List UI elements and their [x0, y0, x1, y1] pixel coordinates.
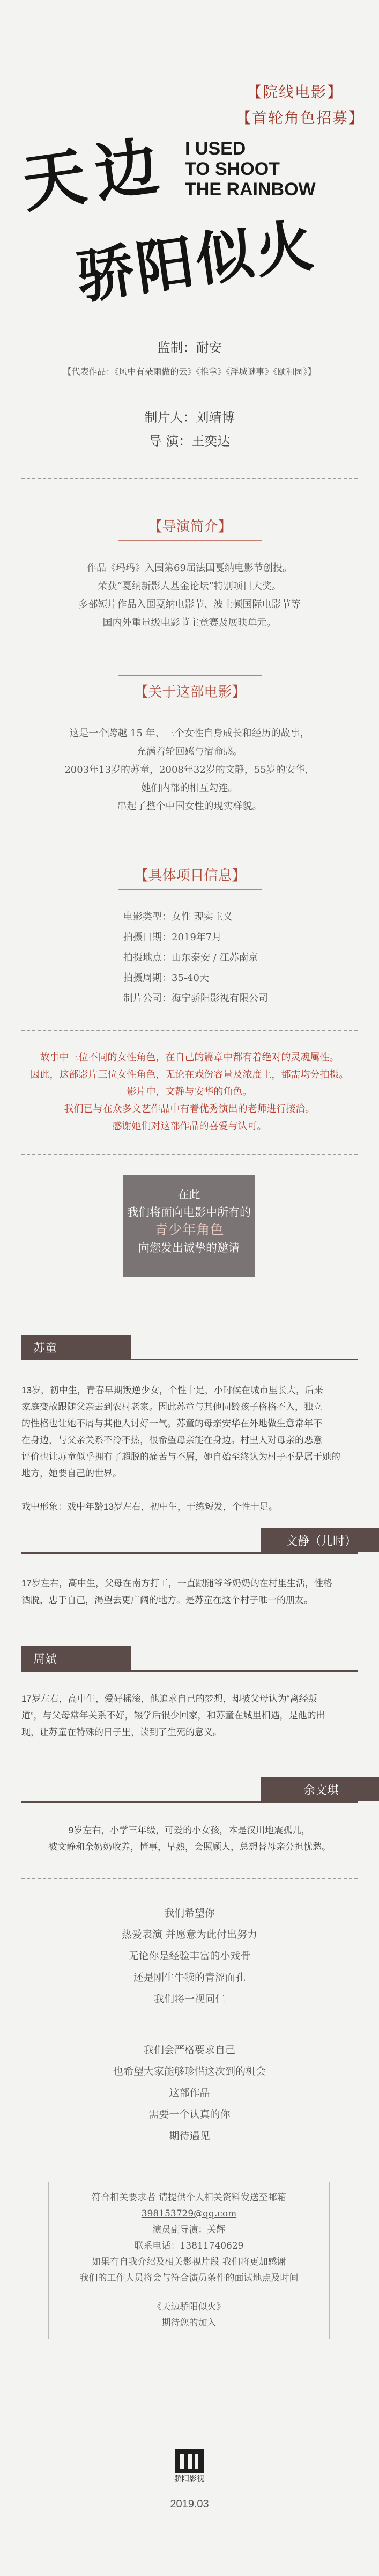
- info-label: 拍摄日期：: [123, 932, 172, 943]
- info-label: 制片公司：: [123, 993, 172, 1004]
- role-underline: [21, 1670, 358, 1672]
- text-line: 评价也让苏童似乎拥有了超脱的痛苦与不屑，她自始至终认为村子不是属于她的: [21, 1452, 340, 1462]
- text-line: 戏中形象：戏中年龄13岁左右，初中生，干练短发，个性十足。: [21, 1502, 278, 1512]
- supervisor: 监制：耐安: [157, 340, 222, 355]
- text-line: 串起了整个中国女性的现实样貌。: [117, 801, 262, 812]
- english-title-line: THE RAINBOW: [185, 179, 316, 200]
- role-underline: [21, 1552, 358, 1554]
- text-line: 这部作品: [169, 2087, 210, 2099]
- role-title-sutong: 苏童: [21, 1335, 131, 1359]
- section-title-about: 【关于这部电影】: [118, 675, 262, 706]
- role-bio-sutong: [21, 1382, 359, 1515]
- text-line: 因此，这部影片三位女性角色，无论在戏份容量及浓度上，都需均分拍摄。: [30, 1069, 349, 1080]
- divider: [21, 478, 358, 479]
- company-logo: [172, 2447, 207, 2483]
- text-line: 这是一个跨越 15 年、三个女性自身成长和经历的故事，: [69, 728, 310, 739]
- role-underline: [21, 1801, 358, 1803]
- divider: [21, 1030, 358, 1031]
- text-line: 她们内部的相互勾连。: [141, 782, 238, 794]
- text-line: 在身边，与父亲关系不冷不热，很希望母亲能在身边。村里人对母亲的恶意: [21, 1435, 322, 1445]
- text-line: 17岁左右，高中生，父母在南方打工，一直跟随爷爷奶奶的在村里生活，性格: [21, 1578, 332, 1589]
- text-line: 需要一个认真的你: [148, 2109, 231, 2120]
- info-row: [123, 989, 268, 1009]
- text-line: 9岁左右，小学三年级，可爱的小女孩，本是汉川地震孤儿，: [68, 1825, 311, 1835]
- role-underline: [21, 1359, 358, 1360]
- logo-text: 骄阳影视: [174, 2475, 204, 2483]
- text-line: 的性格也让她不屑与其他人讨好一气。苏童的母亲安华在外地做生意常年不: [21, 1418, 322, 1429]
- band-text: 我们将面向电影中所有的: [127, 1206, 251, 1219]
- producer: 制片人：刘靖博: [144, 410, 235, 425]
- info-label: 拍摄周期：: [123, 972, 172, 984]
- footer-date: 2019.03: [170, 2498, 209, 2510]
- text-line: 2003年13岁的苏童，2008年32岁的文静，55岁的安华，: [64, 764, 315, 775]
- text-line: 演员副导演：关辉: [152, 2224, 226, 2235]
- invitation-poem-2: [0, 2039, 379, 2147]
- info-row: [123, 927, 268, 948]
- text-line: 故事中三位不同的女性角色，在自己的篇章中都有着绝对的灵魂属性。: [40, 1052, 339, 1063]
- text-line: 还是刚生牛犊的青涩面孔: [133, 1972, 246, 1984]
- english-title: [185, 138, 316, 200]
- band-text: 向您发出诚挚的邀请: [138, 1241, 240, 1254]
- text-line: 13岁，初中生，青春早期叛逆少女，个性十足，小时候在城市里长大，后来: [21, 1385, 323, 1395]
- role-title-yuwenqi: 余文琪: [261, 1777, 379, 1801]
- contact-phone[interactable]: 联系电话：13811740629: [134, 2241, 244, 2251]
- info-value: 山东泰安 / 江苏南京: [172, 952, 258, 963]
- text-line: 感谢她们对这部作品的喜爱与认可。: [112, 1121, 267, 1132]
- text-line: 我们已与在众多文艺作品中有着优秀演出的老师进行接洽。: [64, 1103, 315, 1115]
- role-bio-zhoubin: [21, 1690, 359, 1740]
- text-line: 国内外重量级电影节主竞赛及展映单元。: [102, 617, 277, 628]
- text-line: 影片中，文静与安华的角色。: [127, 1086, 252, 1097]
- text-line: 荣获“戛纳新影人基金论坛”特别项目大奖。: [98, 581, 281, 592]
- text-line: 符合相关要求者 请提供个人相关资料发送至邮箱: [92, 2192, 286, 2203]
- info-row: [123, 948, 268, 968]
- english-title-line: I USED: [185, 138, 246, 159]
- band-highlight: 青少年角色: [154, 1222, 224, 1238]
- text-line: 17岁左右，高中生，爱好摇滚，他追求自己的梦想，却被父母认为“离经叛: [21, 1694, 317, 1704]
- contact-box: [48, 2182, 330, 2339]
- text-line: 我们的工作人员将会与符合演员条件的面试地点及时间: [79, 2273, 299, 2284]
- band-text: 在此: [177, 1188, 200, 1201]
- text-line: 期待您的加入: [161, 2318, 217, 2329]
- info-value: 女性 现实主义: [172, 911, 233, 923]
- about-text: [0, 724, 379, 816]
- info-row: [123, 907, 268, 927]
- text-line: 家庭变故跟随父亲去到农村老家。因此苏童与其他同龄孩子格格不入，独立: [21, 1402, 322, 1412]
- director-intro-text: [0, 559, 379, 632]
- calligraphy-title-line2: 骄阳似火: [72, 211, 319, 312]
- invitation-poem-1: [0, 1902, 379, 2010]
- representative-works: 【代表作品：《风中有朵雨做的云》《推拿》《浮城谜事》《颐和园》】: [63, 367, 316, 377]
- section-title-info: 【具体项目信息】: [118, 859, 262, 890]
- text-line: 作品《玛玛》入围第69届法国戛纳电影节创投。: [87, 562, 292, 574]
- calligraphy-title-line1: 天边: [17, 127, 173, 222]
- spacer: [54, 2286, 324, 2299]
- english-title-line: TO SHOOT: [185, 159, 280, 179]
- info-value: 35-40天: [172, 972, 209, 984]
- info-value: 2019年7月: [172, 932, 222, 943]
- text-line: 我们会严格要求自己: [143, 2044, 235, 2056]
- text-line: 道”，与父母常年关系不好，辍学后很少回家，和苏童在城里相遇，是他的出: [21, 1710, 325, 1721]
- text-line: 充满着轮回感与宿命感。: [136, 746, 243, 757]
- divider: [21, 1878, 358, 1879]
- divider: [21, 1154, 358, 1155]
- text-line: 我们希望你: [164, 1907, 215, 1919]
- text-line: 期待遇见: [169, 2130, 210, 2142]
- info-label: 拍摄地点：: [123, 952, 172, 963]
- tag-casting: 【首轮角色招募】: [236, 109, 365, 127]
- text-line: 也希望大家能够珍惜这次到的机会: [113, 2066, 266, 2077]
- text-line: 地方，她要自己的世界。: [21, 1468, 122, 1479]
- text-line: 被文静和余奶奶收养，懂事，早熟，会照顾人，总想替母亲分担忧愁。: [48, 1842, 331, 1852]
- text-line: 我们将一视同仁: [153, 1993, 225, 2005]
- info-value: 海宁骄阳影视有限公司: [172, 993, 268, 1004]
- info-row: [123, 968, 268, 989]
- text-line: 《天边骄阳似火》: [152, 2302, 226, 2312]
- role-title-zhoubin: 周斌: [21, 1646, 131, 1670]
- contact-email[interactable]: 398153729@qq.com: [141, 2208, 237, 2219]
- text-line: 现，让苏童在特殊的日子里，读到了生死的意义。: [21, 1727, 222, 1737]
- text-line: 多部短片作品入围戛纳电影节、波士顿国际电影节等: [78, 599, 301, 610]
- director: 导 演：王奕达: [148, 434, 231, 449]
- info-label: 电影类型：: [123, 911, 172, 923]
- text-line: 如果有自我介绍及相关影视片段 我们将更加感谢: [92, 2257, 286, 2267]
- text-line: 无论你是经验丰富的小戏骨: [128, 1950, 251, 1962]
- role-title-wenjing: 文静（儿时）: [261, 1528, 379, 1552]
- text-line: 热爱表演 并愿意为此付出努力: [121, 1929, 258, 1941]
- casting-notice: [0, 1049, 379, 1135]
- section-title-director: 【导演简介】: [118, 510, 262, 541]
- role-bio-yuwenqi: [21, 1822, 358, 1855]
- tag-cinema: 【院线电影】: [247, 83, 344, 101]
- role-bio-wenjing: [21, 1575, 359, 1608]
- invitation-band: [123, 1175, 255, 1277]
- project-info-table: [123, 907, 268, 1009]
- text-line: 洒脱，忠于自己，渴望去更广阔的地方。是苏童在这个村子唯一的朋友。: [21, 1595, 313, 1605]
- spacer: [21, 1482, 359, 1498]
